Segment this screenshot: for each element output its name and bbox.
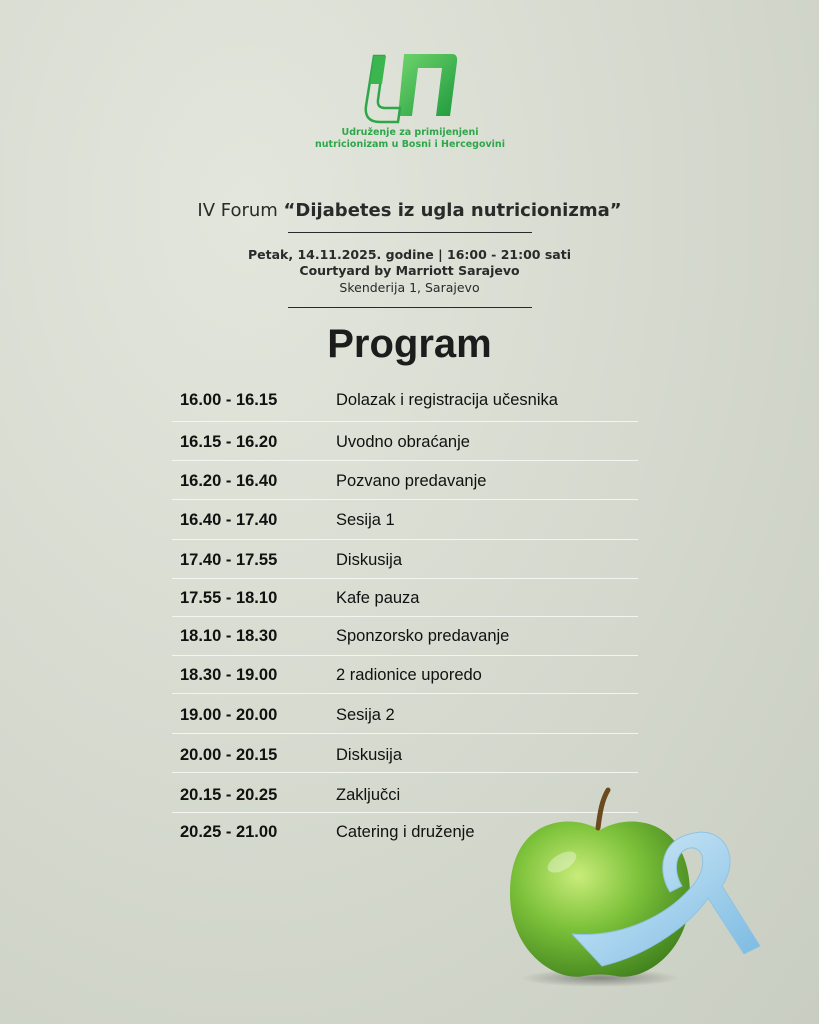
schedule-time: 16.00 - 16.15 — [180, 391, 278, 409]
schedule-activity: Zaključci — [336, 786, 401, 804]
schedule-divider — [172, 539, 638, 540]
schedule-row — [0, 472, 819, 502]
org-name-line-1: Udruženje za primijenjeni — [341, 127, 479, 138]
un-logo — [360, 48, 460, 128]
org-name-line-2: nutricionizam u Bosni i Hercegovini — [315, 139, 505, 150]
schedule-row — [0, 627, 819, 657]
schedule-divider — [172, 421, 638, 422]
schedule-row — [0, 666, 819, 696]
schedule-activity: Diskusija — [336, 551, 403, 569]
schedule-time: 16.15 - 16.20 — [180, 433, 278, 451]
schedule-activity: Sponzorsko predavanje — [336, 627, 510, 645]
forum-prefix: IV Forum — [197, 200, 284, 221]
schedule-time: 17.55 - 18.10 — [180, 589, 278, 607]
schedule-time: 20.00 - 20.15 — [180, 746, 278, 764]
schedule-divider — [172, 733, 638, 734]
schedule-time: 18.30 - 19.00 — [180, 666, 278, 684]
schedule-time: 17.40 - 17.55 — [180, 551, 278, 569]
schedule-divider — [172, 772, 638, 773]
schedule-activity: 2 radionice uporedo — [336, 666, 482, 684]
schedule-activity: Sesija 1 — [336, 511, 395, 529]
schedule-activity: Kafe pauza — [336, 589, 420, 607]
organization-name — [300, 127, 520, 151]
schedule-divider — [172, 655, 638, 656]
schedule-activity: Uvodno obraćanje — [336, 433, 470, 451]
awareness-ribbon-icon — [572, 826, 768, 978]
schedule-time: 18.10 - 18.30 — [180, 627, 278, 645]
event-date-time: Petak, 14.11.2025. godine | 16:00 - 21:00 sati — [247, 247, 571, 262]
schedule-divider — [172, 460, 638, 461]
schedule-activity: Diskusija — [336, 746, 403, 764]
schedule-time: 16.40 - 17.40 — [180, 511, 278, 529]
event-venue: Courtyard by Marriott Sarajevo — [299, 263, 520, 278]
top-divider — [288, 232, 532, 233]
schedule-time: 16.20 - 16.40 — [180, 472, 278, 490]
schedule-time: 20.15 - 20.25 — [180, 786, 278, 804]
bottom-divider — [288, 307, 532, 308]
schedule-time: 19.00 - 20.00 — [180, 706, 278, 724]
schedule-divider — [172, 578, 638, 579]
schedule-row — [0, 433, 819, 463]
schedule-activity: Catering i druženje — [336, 823, 475, 841]
schedule-divider — [172, 616, 638, 617]
schedule-divider — [172, 499, 638, 500]
schedule-activity: Pozvano predavanje — [336, 472, 487, 490]
schedule-activity: Sesija 2 — [336, 706, 395, 724]
program-heading: Program — [327, 322, 492, 366]
forum-name: “Dijabetes iz ugla nutricionizma” — [283, 200, 622, 221]
forum-title — [0, 200, 819, 221]
schedule-row — [0, 551, 819, 581]
schedule-row — [0, 511, 819, 541]
schedule-row — [0, 391, 819, 421]
schedule-time: 20.25 - 21.00 — [180, 823, 278, 841]
event-address: Skenderija 1, Sarajevo — [339, 280, 480, 295]
schedule-divider — [172, 693, 638, 694]
schedule-activity: Dolazak i registracija učesnika — [336, 391, 558, 409]
schedule-row — [0, 589, 819, 619]
schedule-row — [0, 706, 819, 736]
